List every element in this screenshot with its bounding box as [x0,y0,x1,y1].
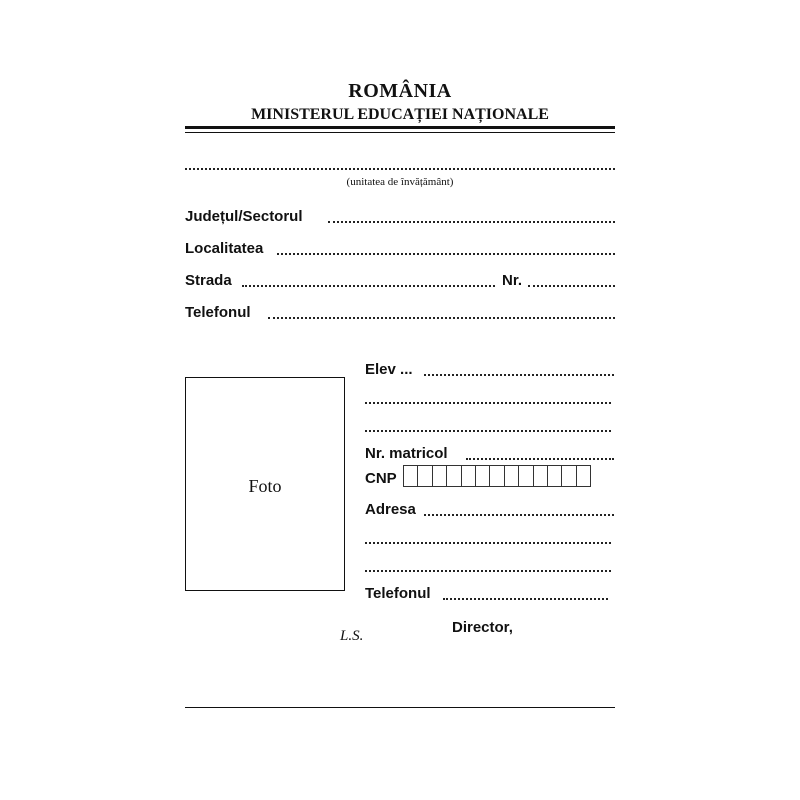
judet-label: Județul/Sectorul [185,208,303,225]
strada-label: Strada [185,272,232,289]
cnp-digit-box[interactable] [475,465,490,487]
bottom-rule [185,707,615,708]
country-title: ROMÂNIA [348,80,452,102]
cnp-digit-box[interactable] [417,465,432,487]
cnp-digit-box[interactable] [547,465,562,487]
school-telefon-label: Telefonul [185,304,251,321]
matricol-label: Nr. matricol [365,445,448,462]
adresa-line-2[interactable] [365,542,611,544]
judet-line[interactable] [328,221,615,223]
cnp-digit-box[interactable] [504,465,519,487]
stamp-label: L.S. [340,628,364,644]
school-name-line[interactable] [185,168,615,170]
photo-box [185,377,345,591]
nr-line[interactable] [528,285,615,287]
matricol-line[interactable] [466,458,614,460]
nr-label: Nr. [502,272,523,289]
photo-label: Foto [248,476,282,496]
localitate-line[interactable] [277,253,615,255]
adresa-line-1[interactable] [424,514,614,516]
student-telefon-line[interactable] [443,598,608,600]
cnp-digit-box[interactable] [576,465,591,487]
cnp-digit-box[interactable] [446,465,461,487]
director-label: Director, [452,619,513,636]
adresa-line-3[interactable] [365,570,611,572]
adresa-label: Adresa [365,501,416,518]
cnp-digit-box[interactable] [432,465,447,487]
cnp-digit-box[interactable] [518,465,533,487]
elev-line-1[interactable] [424,374,614,376]
school-telefon-line[interactable] [268,317,615,319]
school-caption: (unitatea de învățământ) [346,176,454,188]
header-rule-thick [185,126,615,129]
cnp-digit-box[interactable] [403,465,418,487]
elev-label: Elev ... [365,361,413,378]
cnp-boxes[interactable] [403,465,590,487]
strada-line[interactable] [242,285,495,287]
cnp-digit-box[interactable] [561,465,576,487]
header-rule-thin [185,132,615,133]
cnp-label: CNP [365,470,397,487]
student-telefon-label: Telefonul [365,585,431,602]
cnp-digit-box[interactable] [533,465,548,487]
elev-line-2[interactable] [365,402,611,404]
cnp-digit-box[interactable] [489,465,504,487]
localitate-label: Localitatea [185,240,264,257]
elev-line-3[interactable] [365,430,611,432]
cnp-digit-box[interactable] [461,465,476,487]
ministry-title: MINISTERUL EDUCAȚIEI NAȚIONALE [251,106,549,123]
